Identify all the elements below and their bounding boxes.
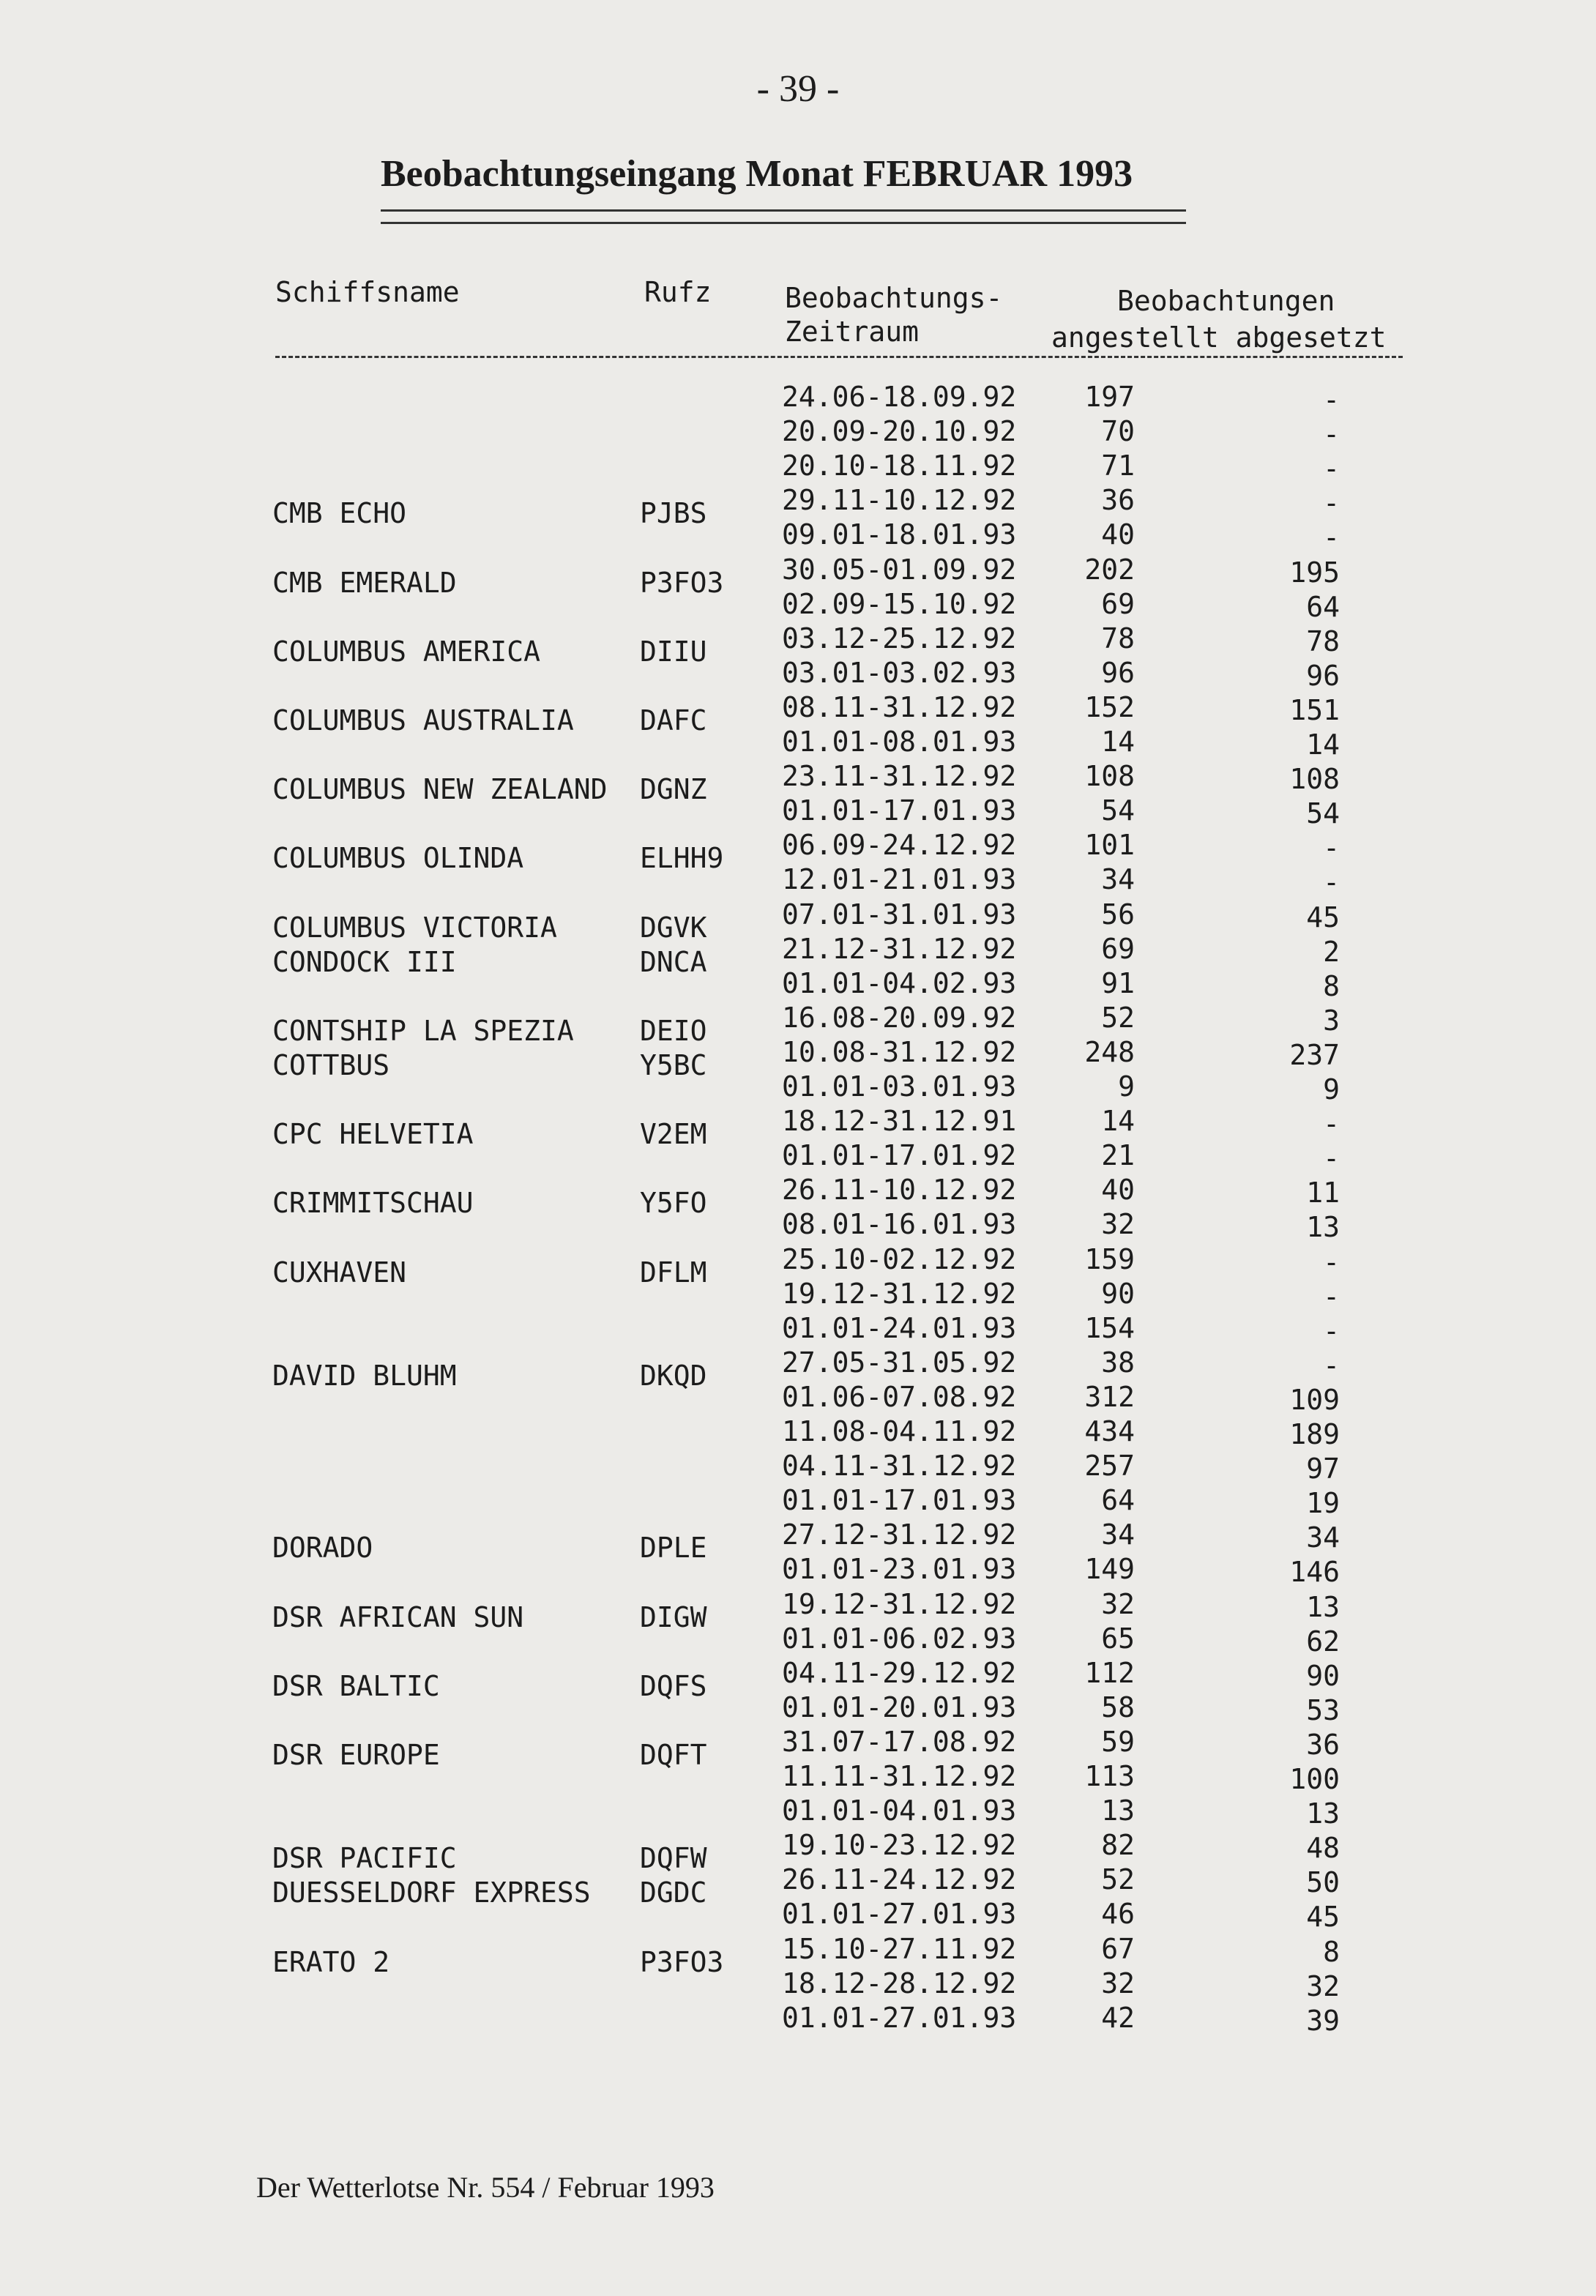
call-sign: DIGW bbox=[640, 1601, 707, 1633]
call-sign: DKQD bbox=[640, 1360, 707, 1392]
header-observations: Beobachtungen bbox=[1117, 285, 1335, 317]
table-row bbox=[0, 862, 1596, 897]
period: 18.12-28.12.92 bbox=[782, 1967, 1017, 1999]
ship-name: COLUMBUS NEW ZEALAND bbox=[272, 773, 608, 805]
count-sent: 11 bbox=[1306, 1177, 1340, 1209]
period: 19.12-31.12.92 bbox=[782, 1588, 1017, 1620]
ship-name: DSR EUROPE bbox=[272, 1739, 440, 1771]
ship-name: DSR AFRICAN SUN bbox=[272, 1601, 524, 1633]
period: 27.12-31.12.92 bbox=[782, 1518, 1017, 1551]
count-made: 152 bbox=[1084, 691, 1135, 723]
count-sent: 195 bbox=[1289, 556, 1340, 589]
count-sent: 189 bbox=[1289, 1418, 1340, 1450]
count-sent: 48 bbox=[1306, 1832, 1340, 1864]
count-made: 101 bbox=[1084, 829, 1135, 861]
count-sent: 109 bbox=[1289, 1384, 1340, 1416]
table-row bbox=[0, 586, 1596, 622]
ship-name: COLUMBUS AUSTRALIA bbox=[272, 704, 574, 737]
count-sent: 78 bbox=[1306, 625, 1340, 657]
ship-name: COLUMBUS OLINDA bbox=[272, 842, 524, 874]
table-row bbox=[0, 1862, 1596, 1909]
count-sent: 151 bbox=[1289, 694, 1340, 726]
period: 01.01-03.01.93 bbox=[782, 1070, 1017, 1103]
period: 01.01-17.01.92 bbox=[782, 1139, 1017, 1171]
ship-name: CRIMMITSCHAU bbox=[272, 1187, 474, 1219]
period: 15.10-27.11.92 bbox=[782, 1933, 1017, 1965]
table-row bbox=[0, 1138, 1596, 1173]
table-row bbox=[0, 966, 1596, 1001]
count-made: 21 bbox=[1101, 1139, 1135, 1171]
count-sent: 13 bbox=[1306, 1797, 1340, 1830]
count-made: 38 bbox=[1101, 1346, 1135, 1379]
count-made: 257 bbox=[1084, 1450, 1135, 1482]
ship-name: COLUMBUS VICTORIA bbox=[272, 912, 557, 944]
count-made: 149 bbox=[1084, 1553, 1135, 1585]
period: 29.11-10.12.92 bbox=[782, 484, 1017, 516]
count-made: 59 bbox=[1101, 1726, 1135, 1758]
table-row bbox=[0, 1483, 1596, 1518]
period: 01.01-04.01.93 bbox=[782, 1794, 1017, 1827]
call-sign: ELHH9 bbox=[640, 842, 724, 874]
count-sent: 13 bbox=[1306, 1591, 1340, 1623]
count-made: 34 bbox=[1101, 1518, 1135, 1551]
period: 09.01-18.01.93 bbox=[782, 518, 1017, 551]
count-sent: - bbox=[1323, 418, 1340, 450]
page-number: - 39 - bbox=[756, 68, 840, 110]
count-sent: 108 bbox=[1289, 763, 1340, 795]
table-row bbox=[0, 552, 1596, 599]
count-made: 65 bbox=[1101, 1622, 1135, 1655]
count-sent: 237 bbox=[1289, 1039, 1340, 1071]
ship-name: DUESSELDORF EXPRESS bbox=[272, 1876, 591, 1909]
period: 26.11-10.12.92 bbox=[782, 1174, 1017, 1206]
count-made: 91 bbox=[1101, 967, 1135, 999]
period: 24.06-18.09.92 bbox=[782, 381, 1017, 413]
table-row bbox=[0, 1000, 1596, 1047]
table-row bbox=[0, 931, 1596, 978]
period: 08.01-16.01.93 bbox=[782, 1208, 1017, 1240]
page-title: Beobachtungseingang Monat FEBRUAR 1993 bbox=[381, 153, 1133, 195]
call-sign: P3FO3 bbox=[640, 1946, 724, 1978]
ship-name: COLUMBUS AMERICA bbox=[272, 636, 541, 668]
period: 19.10-23.12.92 bbox=[782, 1829, 1017, 1861]
count-made: 32 bbox=[1101, 1588, 1135, 1620]
period: 01.01-27.01.93 bbox=[782, 1898, 1017, 1930]
table-row bbox=[0, 1172, 1596, 1219]
count-made: 67 bbox=[1101, 1933, 1135, 1965]
count-sent: - bbox=[1323, 452, 1340, 485]
period: 25.10-02.12.92 bbox=[782, 1243, 1017, 1275]
table-row bbox=[0, 1551, 1596, 1587]
table-row bbox=[0, 379, 1596, 414]
table-row bbox=[0, 1448, 1596, 1483]
table-row bbox=[0, 1276, 1596, 1311]
count-sent: 8 bbox=[1323, 1936, 1340, 1968]
table-row bbox=[0, 1966, 1596, 2001]
ship-name: DSR BALTIC bbox=[272, 1670, 440, 1702]
count-sent: 13 bbox=[1306, 1211, 1340, 1243]
count-made: 312 bbox=[1084, 1381, 1135, 1413]
call-sign: Y5BC bbox=[640, 1049, 707, 1081]
count-sent: 9 bbox=[1323, 1073, 1340, 1106]
table-row bbox=[0, 1069, 1596, 1104]
count-sent: 45 bbox=[1306, 1901, 1340, 1933]
call-sign: DEIO bbox=[640, 1015, 707, 1047]
count-sent: - bbox=[1323, 384, 1340, 416]
count-sent: 8 bbox=[1323, 970, 1340, 1002]
period: 03.12-25.12.92 bbox=[782, 622, 1017, 655]
table-row bbox=[0, 655, 1596, 690]
table-row bbox=[0, 1414, 1596, 1449]
period: 20.10-18.11.92 bbox=[782, 450, 1017, 482]
period: 01.01-06.02.93 bbox=[782, 1622, 1017, 1655]
count-made: 52 bbox=[1101, 1863, 1135, 1896]
period: 21.12-31.12.92 bbox=[782, 933, 1017, 965]
count-sent: 39 bbox=[1306, 2005, 1340, 2037]
table-row bbox=[0, 1103, 1596, 1150]
count-made: 90 bbox=[1101, 1278, 1135, 1310]
table-row bbox=[0, 1827, 1596, 1874]
count-sent: - bbox=[1323, 1349, 1340, 1382]
table-row bbox=[0, 758, 1596, 805]
period: 11.11-31.12.92 bbox=[782, 1760, 1017, 1792]
count-sent: 34 bbox=[1306, 1521, 1340, 1554]
table-row bbox=[0, 1517, 1596, 1564]
count-made: 434 bbox=[1084, 1415, 1135, 1447]
period: 03.01-03.02.93 bbox=[782, 657, 1017, 689]
count-made: 32 bbox=[1101, 1208, 1135, 1240]
count-sent: - bbox=[1323, 1142, 1340, 1174]
count-sent: 62 bbox=[1306, 1625, 1340, 1658]
period: 08.11-31.12.92 bbox=[782, 691, 1017, 723]
table-row bbox=[0, 517, 1596, 552]
table-row bbox=[0, 724, 1596, 759]
table-row bbox=[0, 1345, 1596, 1392]
title-underline bbox=[381, 209, 1186, 224]
call-sign: DQFS bbox=[640, 1670, 707, 1702]
period: 11.08-04.11.92 bbox=[782, 1415, 1017, 1447]
count-made: 40 bbox=[1101, 1174, 1135, 1206]
ship-name: DORADO bbox=[272, 1532, 373, 1564]
count-sent: 45 bbox=[1306, 901, 1340, 933]
table-row bbox=[0, 621, 1596, 668]
count-made: 54 bbox=[1101, 794, 1135, 827]
call-sign: DIIU bbox=[640, 636, 707, 668]
call-sign: DQFW bbox=[640, 1842, 707, 1874]
ship-name: COTTBUS bbox=[272, 1049, 390, 1081]
count-sent: - bbox=[1323, 866, 1340, 898]
table-row bbox=[0, 448, 1596, 483]
count-sent: 50 bbox=[1306, 1866, 1340, 1898]
count-made: 46 bbox=[1101, 1898, 1135, 1930]
call-sign: PJBS bbox=[640, 497, 707, 529]
count-made: 14 bbox=[1101, 1105, 1135, 1137]
count-sent: 14 bbox=[1306, 728, 1340, 761]
period: 20.09-20.10.92 bbox=[782, 415, 1017, 447]
table-row bbox=[0, 1655, 1596, 1702]
count-sent: 32 bbox=[1306, 1970, 1340, 2002]
count-made: 36 bbox=[1101, 484, 1135, 516]
count-made: 34 bbox=[1101, 863, 1135, 895]
header-separator bbox=[275, 356, 1403, 358]
count-sent: 54 bbox=[1306, 797, 1340, 830]
count-made: 197 bbox=[1084, 381, 1135, 413]
period: 01.01-08.01.93 bbox=[782, 726, 1017, 758]
table-row bbox=[0, 897, 1596, 944]
table-row bbox=[0, 1931, 1596, 1978]
count-sent: - bbox=[1323, 1315, 1340, 1347]
call-sign: P3FO3 bbox=[640, 567, 724, 599]
count-made: 56 bbox=[1101, 898, 1135, 931]
count-sent: - bbox=[1323, 832, 1340, 864]
table-row bbox=[0, 2000, 1596, 2035]
ship-name: DAVID BLUHM bbox=[272, 1360, 457, 1392]
call-sign: DFLM bbox=[640, 1256, 707, 1289]
table-row bbox=[0, 482, 1596, 529]
ship-name: CUXHAVEN bbox=[272, 1256, 407, 1289]
ship-name: DSR PACIFIC bbox=[272, 1842, 457, 1874]
period: 01.01-17.01.93 bbox=[782, 794, 1017, 827]
count-made: 13 bbox=[1101, 1794, 1135, 1827]
count-sent: 97 bbox=[1306, 1453, 1340, 1485]
ship-name: ERATO 2 bbox=[272, 1946, 390, 1978]
count-sent: - bbox=[1323, 521, 1340, 554]
table-row bbox=[0, 1242, 1596, 1289]
table-row bbox=[0, 827, 1596, 874]
table-row bbox=[0, 793, 1596, 828]
call-sign: DGNZ bbox=[640, 773, 707, 805]
count-made: 52 bbox=[1101, 1002, 1135, 1034]
period: 18.12-31.12.91 bbox=[782, 1105, 1017, 1137]
table-row bbox=[0, 1896, 1596, 1931]
period: 27.05-31.05.92 bbox=[782, 1346, 1017, 1379]
period: 31.07-17.08.92 bbox=[782, 1726, 1017, 1758]
period: 01.01-20.01.93 bbox=[782, 1691, 1017, 1723]
period: 23.11-31.12.92 bbox=[782, 760, 1017, 792]
period: 12.01-21.01.93 bbox=[782, 863, 1017, 895]
header-ang-abg: angestellt abgesetzt bbox=[1051, 321, 1387, 354]
table-row bbox=[0, 1311, 1596, 1346]
call-sign: DAFC bbox=[640, 704, 707, 737]
count-sent: - bbox=[1323, 1246, 1340, 1278]
table-row bbox=[0, 1621, 1596, 1656]
period: 01.01-04.02.93 bbox=[782, 967, 1017, 999]
call-sign: DQFT bbox=[640, 1739, 707, 1771]
count-sent: - bbox=[1323, 1281, 1340, 1313]
count-made: 32 bbox=[1101, 1967, 1135, 1999]
count-made: 113 bbox=[1084, 1760, 1135, 1792]
count-made: 64 bbox=[1101, 1484, 1135, 1516]
ship-name: CONDOCK III bbox=[272, 946, 457, 978]
table-row bbox=[0, 1793, 1596, 1828]
count-sent: 2 bbox=[1323, 936, 1340, 968]
count-made: 9 bbox=[1118, 1070, 1135, 1103]
call-sign: Y5FO bbox=[640, 1187, 707, 1219]
table-row bbox=[0, 1379, 1596, 1414]
call-sign: DGDC bbox=[640, 1876, 707, 1909]
count-made: 70 bbox=[1101, 415, 1135, 447]
ship-name: CPC HELVETIA bbox=[272, 1118, 474, 1150]
period: 10.08-31.12.92 bbox=[782, 1036, 1017, 1068]
count-made: 112 bbox=[1084, 1657, 1135, 1689]
count-made: 40 bbox=[1101, 518, 1135, 551]
table-row bbox=[0, 1587, 1596, 1633]
period: 01.01-17.01.93 bbox=[782, 1484, 1017, 1516]
count-sent: 3 bbox=[1323, 1004, 1340, 1037]
ship-name: CMB EMERALD bbox=[272, 567, 457, 599]
count-sent: 96 bbox=[1306, 660, 1340, 692]
period: 19.12-31.12.92 bbox=[782, 1278, 1017, 1310]
table-row bbox=[0, 1690, 1596, 1725]
count-sent: 19 bbox=[1306, 1487, 1340, 1519]
count-made: 159 bbox=[1084, 1243, 1135, 1275]
header-period-line1: Beobachtungs- bbox=[785, 282, 1003, 314]
count-sent: 100 bbox=[1289, 1763, 1340, 1795]
period: 04.11-31.12.92 bbox=[782, 1450, 1017, 1482]
period: 04.11-29.12.92 bbox=[782, 1657, 1017, 1689]
count-made: 248 bbox=[1084, 1036, 1135, 1068]
call-sign: DGVK bbox=[640, 912, 707, 944]
count-made: 154 bbox=[1084, 1312, 1135, 1344]
count-sent: - bbox=[1323, 487, 1340, 519]
count-sent: 36 bbox=[1306, 1729, 1340, 1761]
call-sign: DPLE bbox=[640, 1532, 707, 1564]
table-row bbox=[0, 414, 1596, 449]
header-rufz: Rufz bbox=[644, 276, 712, 308]
table-row bbox=[0, 1035, 1596, 1081]
call-sign: DNCA bbox=[640, 946, 707, 978]
count-made: 69 bbox=[1101, 588, 1135, 620]
count-made: 202 bbox=[1084, 554, 1135, 586]
count-made: 96 bbox=[1101, 657, 1135, 689]
period: 01.01-27.01.93 bbox=[782, 2002, 1017, 2034]
count-made: 71 bbox=[1101, 450, 1135, 482]
period: 26.11-24.12.92 bbox=[782, 1863, 1017, 1896]
count-made: 78 bbox=[1101, 622, 1135, 655]
period: 07.01-31.01.93 bbox=[782, 898, 1017, 931]
period: 02.09-15.10.92 bbox=[782, 588, 1017, 620]
count-sent: 64 bbox=[1306, 591, 1340, 623]
table-row bbox=[0, 690, 1596, 737]
header-period-line2: Zeitraum bbox=[785, 316, 920, 348]
count-made: 108 bbox=[1084, 760, 1135, 792]
ship-name: CMB ECHO bbox=[272, 497, 407, 529]
count-made: 69 bbox=[1101, 933, 1135, 965]
table-row bbox=[0, 1207, 1596, 1242]
count-made: 58 bbox=[1101, 1691, 1135, 1723]
call-sign: V2EM bbox=[640, 1118, 707, 1150]
period: 16.08-20.09.92 bbox=[782, 1002, 1017, 1034]
period: 01.01-24.01.93 bbox=[782, 1312, 1017, 1344]
period: 01.06-07.08.92 bbox=[782, 1381, 1017, 1413]
period: 30.05-01.09.92 bbox=[782, 554, 1017, 586]
ship-name: CONTSHIP LA SPEZIA bbox=[272, 1015, 574, 1047]
count-sent: - bbox=[1323, 1108, 1340, 1140]
footer: Der Wetterlotse Nr. 554 / Februar 1993 bbox=[256, 2171, 715, 2204]
count-sent: 146 bbox=[1289, 1556, 1340, 1588]
count-made: 42 bbox=[1101, 2002, 1135, 2034]
period: 06.09-24.12.92 bbox=[782, 829, 1017, 861]
count-sent: 53 bbox=[1306, 1694, 1340, 1726]
count-sent: 90 bbox=[1306, 1660, 1340, 1692]
header-ship: Schiffsname bbox=[275, 276, 460, 308]
table-row bbox=[0, 1724, 1596, 1771]
period: 01.01-23.01.93 bbox=[782, 1553, 1017, 1585]
table-row bbox=[0, 1759, 1596, 1794]
count-made: 14 bbox=[1101, 726, 1135, 758]
count-made: 82 bbox=[1101, 1829, 1135, 1861]
